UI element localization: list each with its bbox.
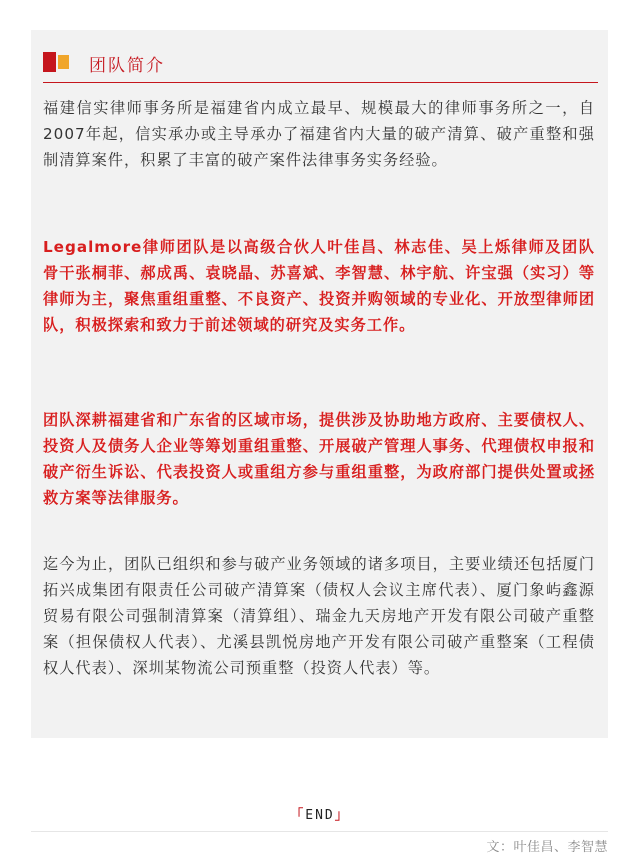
footer-divider xyxy=(31,831,608,832)
logo-orange-block xyxy=(58,55,69,69)
author-credit: 文：叶佳昌、李智慧 xyxy=(486,840,608,855)
section-logo-icon xyxy=(43,52,71,72)
paragraph-track-record: 迄今为止，团队已组织和参与破产业务领域的诸多项目，主要业绩还包括厦门拓兴成集团有限责任公司破产清算案（债权人会议主席代表）、厦门象屿鑫源贸易有限公司强制清算案（清算组）、瑞金九天房地产开发有限公司破产重整案（担保债权人代表）、尤溪县凯悦房地产开发有限公司破产重整案（工程债权人代表）、深圳某物流公司预重整（投资人代表）等。 xyxy=(43,555,595,677)
end-text: END xyxy=(305,808,335,823)
end-bracket-right: 」 xyxy=(334,808,350,823)
paragraph-firm-intro: 福建信实律师事务所是福建省内成立最早、规模最大的律师事务所之一，自2007年起，信实承办或主导承办了福建省内大量的破产清算、破产重整和强制清算案件，积累了丰富的破产案件法律事务实务经验。 xyxy=(43,99,595,169)
section-header xyxy=(43,49,598,83)
paragraph-team-services: 团队深耕福建省和广东省的区域市场，提供涉及协助地方政府、主要债权人、投资人及债务人企业等筹划重组重整、开展破产管理人事务、代理债权申报和破产衍生诉讼、代表投资人或重组方参与重组重整，为政府部门提供处置或拯救方案等法律服务。 xyxy=(43,411,595,507)
paragraph-team-members: Legalmore律师团队是以高级合伙人叶佳昌、林志佳、吴上烁律师及团队骨干张桐菲、郝成禹、袁晓晶、苏喜斌、李智慧、林宇航、许宝强（实习）等律师为主，聚焦重组重整、不良资产、投资并购领域的专业化、开放型律师团队，积极探索和致力于前述领域的研究及实务工作。 xyxy=(43,238,595,334)
end-bracket-left: 「 xyxy=(290,808,306,823)
team-intro-card xyxy=(31,30,608,738)
end-marker xyxy=(0,804,640,823)
section-title: 团队简介 xyxy=(89,56,165,76)
logo-red-block xyxy=(43,52,56,72)
